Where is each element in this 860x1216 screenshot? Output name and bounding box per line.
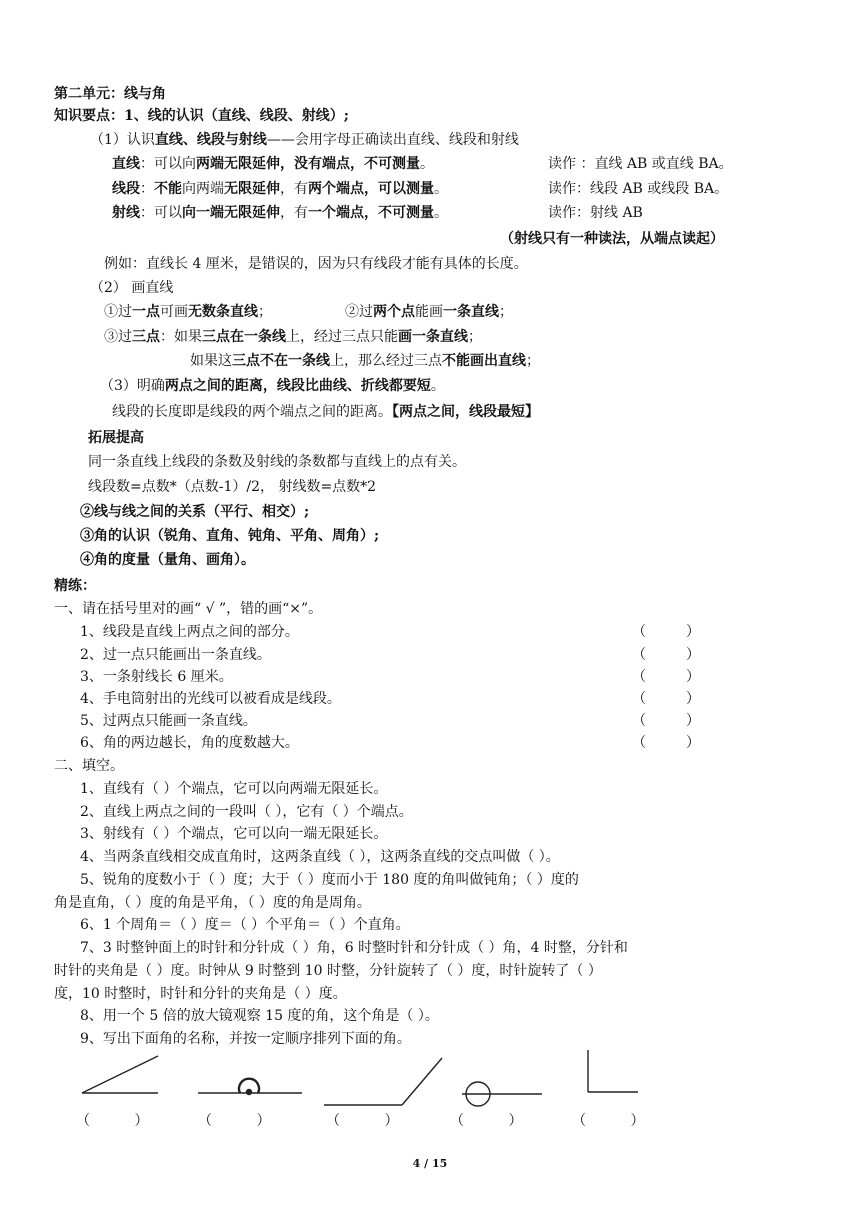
tf-item-4: 4、手电筒射出的光线可以被看成是线段。 <box>80 691 341 707</box>
segment-desc-g: 。 <box>434 181 448 197</box>
tf-item-1: 1、线段是直线上两点之间的部分。 <box>80 624 299 640</box>
tf-item-5: 5、过两点只能画一条直线。 <box>80 713 257 729</box>
tf-answer-blank-5[interactable]: （ ） <box>632 713 701 729</box>
tf-answer-blank-6[interactable]: （ ） <box>632 735 701 751</box>
section2-title: 二、填空。 <box>54 758 124 774</box>
ray-label: 射线 <box>112 205 140 221</box>
straight-angle-figure <box>198 1079 302 1095</box>
p2-d4: 不能画出直线 <box>442 353 526 369</box>
line-label: 直线 <box>112 156 140 172</box>
segment-label: 线段 <box>112 181 140 197</box>
segment-desc-b: 不能 <box>154 181 182 197</box>
example-text: 例如：直线长 4 厘米，是错误的，因为只有线段才能有具体的长度。 <box>104 256 528 272</box>
line-definition <box>112 154 434 174</box>
p2-c7: ； <box>468 329 482 345</box>
p3-line2-a: 线段的长度即是线段的两个端点之间的距离。 <box>112 404 392 420</box>
p2-c6: 画一条直线 <box>398 329 468 345</box>
unit-title: 第二单元：线与角 <box>54 86 166 102</box>
tf-item-6: 6、角的两边越长，角的度数越大。 <box>80 735 299 751</box>
point2-rule-c <box>104 327 482 347</box>
p2-c4: 三点在一条线 <box>202 329 286 345</box>
full-angle-figure <box>462 1082 542 1106</box>
p2-a4: 无数条直线 <box>188 304 258 320</box>
p2-b4: 一条直线 <box>443 304 499 320</box>
segment-reading: 读作：线段 AB 或线段 BA。 <box>548 181 729 197</box>
ray-desc-d: 一个端点，不可测量 <box>308 205 434 221</box>
p2-c3: ：如果 <box>160 329 202 345</box>
knowledge-heading-label: 知识要点： <box>54 108 124 124</box>
tf-item-2: 2、过一点只能画出一条直线。 <box>80 647 271 663</box>
practice-title: 精练： <box>54 578 96 594</box>
knowledge-heading-text: 1、线的认识（直线、线段、射线）; <box>124 108 349 124</box>
fill-q9: 9、写出下面角的名称，并按一定顺序排列下面的角。 <box>80 1031 411 1047</box>
p2-c1: ③过 <box>104 329 132 345</box>
line-reading: 读作 ：直线 AB 或直线 BA。 <box>548 156 733 172</box>
point3-line2 <box>112 402 539 422</box>
line-desc-a: ：可以向 <box>140 156 196 172</box>
point1-rest: ——会用字母正确读出直线、线段和射线 <box>266 132 519 148</box>
p2-b2: 两个点 <box>373 304 415 320</box>
ray-desc-a: ：可以 <box>140 205 182 221</box>
p3-b: 两点之间的距离，线段比曲线、折线都要短 <box>164 378 431 394</box>
segment-desc-e: ，有 <box>280 181 308 197</box>
p3-line2-b: 【两点之间，线段最短】 <box>392 404 539 420</box>
fill-q7-line2: 时针的夹角是（ ）度。时钟从 9 时整到 10 时整，分针旋转了（ ）度，时针旋转了（ ） <box>54 963 602 979</box>
knowledge-heading <box>54 106 349 126</box>
ray-definition <box>112 203 448 223</box>
fill-q8: 8、用一个 5 倍的放大镜观察 15 度的角，这个角是（ ）。 <box>80 1008 439 1024</box>
p2-b5: ； <box>499 304 513 320</box>
point3-line <box>100 376 445 396</box>
fill-q5-line2: 角是直角，（ ）度的角是平角，（ ）度的角是周角。 <box>54 895 371 911</box>
angle-figures <box>0 1050 860 1110</box>
segment-desc-f: 两个端点，可以测量 <box>308 181 434 197</box>
fill-q7-line3: 度，10 时整时，时针和分针的夹角是（ ）度。 <box>54 986 347 1002</box>
segment-desc-a: ： <box>140 181 154 197</box>
fill-q1: 1、直线有（ ）个端点，它可以向两端无限延长。 <box>80 781 388 797</box>
p2-c2: 三点 <box>132 329 160 345</box>
ray-desc-c: ，有 <box>280 205 308 221</box>
ray-desc-e: 。 <box>434 205 448 221</box>
knowledge-item-4: ④角的度量（量角、画角）。 <box>80 552 255 568</box>
page-number: 4 / 15 <box>412 1157 448 1170</box>
acute-angle-figure <box>82 1056 158 1093</box>
angle-name-blank-4[interactable]: （ ） <box>450 1113 523 1129</box>
tf-answer-blank-3[interactable]: （ ） <box>632 669 701 685</box>
fill-q3: 3、射线有（ ）个端点，它可以向一端无限延长。 <box>80 826 388 842</box>
knowledge-item-2: ②线与线之间的关系（平行、相交）; <box>80 504 310 520</box>
tf-answer-blank-2[interactable]: （ ） <box>632 647 701 663</box>
obtuse-angle-figure <box>324 1058 442 1105</box>
p2-a1: ①过 <box>104 304 132 320</box>
extend-title: 拓展提高 <box>88 430 144 446</box>
p2-d3: 上，那么经过三点 <box>330 353 442 369</box>
right-angle-figure <box>588 1050 638 1092</box>
angle-name-blank-5[interactable]: （ ） <box>572 1113 645 1129</box>
tf-answer-blank-4[interactable]: （ ） <box>632 691 701 707</box>
point1-bold: 直线、线段与射线 <box>154 132 267 148</box>
p2-b3: 能画 <box>415 304 443 320</box>
line-desc-c: 。 <box>420 156 434 172</box>
ray-note: （射线只有一种读法，从端点读起） <box>500 231 724 247</box>
ray-reading: 读作：射线 AB <box>548 205 643 221</box>
p2-d5: ； <box>526 353 540 369</box>
fill-q4: 4、当两条直线相交成直角时，这两条直线（ ），这两条直线的交点叫做（ ）。 <box>80 849 560 865</box>
p2-c5: 上，经过三点只能 <box>286 329 398 345</box>
segment-desc-c: 向两端 <box>182 181 224 197</box>
extend-text: 同一条直线上线段的条数及射线的条数都与直线上的点有关。 <box>88 454 466 470</box>
point2-rule-b <box>345 302 513 322</box>
point1-line <box>90 130 519 150</box>
segment-desc-d: 无限延伸 <box>224 181 280 197</box>
ray-desc-b: 向一端无限延伸 <box>182 205 280 221</box>
p2-a2: 一点 <box>132 304 160 320</box>
fill-q2: 2、直线上两点之间的一段叫（ ），它有（ ）个端点。 <box>80 804 413 820</box>
tf-item-3: 3、一条射线长 6 厘米。 <box>80 669 233 685</box>
angle-name-blank-1[interactable]: （ ） <box>76 1113 149 1129</box>
section1-title: 一、请在括号里对的画“ √ ”，错的画“×”。 <box>54 601 323 617</box>
angle-name-blank-2[interactable]: （ ） <box>198 1113 271 1129</box>
tf-answer-blank-1[interactable]: （ ） <box>632 624 701 640</box>
p3-c: 。 <box>430 378 445 394</box>
point2-rule-d <box>190 351 540 371</box>
fill-q5-line1: 5、锐角的度数小于（ ）度；大于（ ）度而小于 180 度的角叫做钝角；（ ）度的 <box>80 872 579 888</box>
p3-a: （3）明确 <box>100 378 165 394</box>
angle-name-blank-3[interactable]: （ ） <box>326 1113 399 1129</box>
fill-q6: 6、1 个周角＝（ ）度＝（ ）个平角＝（ ）个直角。 <box>80 917 410 933</box>
segment-definition <box>112 179 448 199</box>
p2-a3: 可画 <box>160 304 188 320</box>
p2-a5: ； <box>258 304 272 320</box>
point1-intro: （1）认识 <box>90 132 155 148</box>
fill-q7-line1: 7、3 时整钟面上的时针和分针成（ ）角，6 时整时针和分针成（ ）角，4 时整，分针和 <box>80 940 628 956</box>
p2-b1: ②过 <box>345 304 373 320</box>
p2-d1: 如果这 <box>190 353 232 369</box>
point2-rule-a <box>104 302 272 322</box>
extend-formula: 线段数=点数*（点数-1）/2， 射线数=点数*2 <box>88 479 377 495</box>
knowledge-item-3: ③角的认识（锐角、直角、钝角、平角、周角）; <box>80 528 380 544</box>
p2-d2: 三点不在一条线 <box>232 353 330 369</box>
point2-title: （2） 画直线 <box>90 280 174 296</box>
line-desc-b: 两端无限延伸，没有端点，不可测量 <box>196 156 420 172</box>
